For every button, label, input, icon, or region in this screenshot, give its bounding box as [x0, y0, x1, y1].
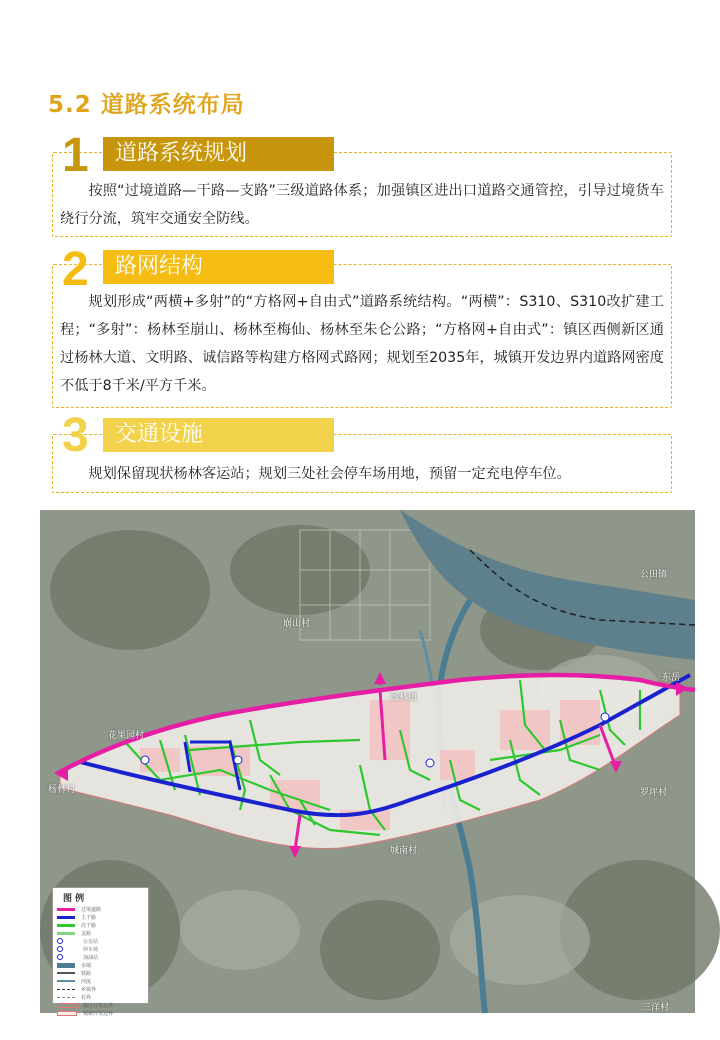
map-legend	[52, 887, 149, 1017]
legend-item: 铁路	[81, 970, 92, 977]
place-label-3: 花果园村	[108, 731, 145, 741]
legend-item: 过境道路	[81, 906, 102, 913]
legend-item: 次干路	[81, 922, 97, 929]
place-label-5: 杨林村	[48, 785, 76, 795]
legend-item: 乡镇界	[81, 986, 97, 993]
section-2-heading: 路网结构	[103, 250, 334, 284]
place-label-2: 东岳	[662, 673, 681, 683]
section-1-body: 按照“过境道路—干路—支路”三级道路体系；加强镇区进出口道路交通管控，引导过境货车绕行分流，筑牢交通安全防线。	[60, 183, 664, 227]
legend-item: 镇区开发边界	[83, 1002, 114, 1009]
place-label-6: 城南村	[390, 846, 418, 856]
section-1-heading: 道路系统规划	[103, 137, 334, 171]
section-3-number: 3	[62, 409, 89, 462]
section-2-body: 规划形成“两横+多射”的“方格网+自由式”道路系统结构。“两横”：S310、S310改扩建工程；“多射”：杨林至崩山、杨林至梅仙、杨林至朱仑公路；“方格网+自由式”：镇区西侧新区通过杨林大道、文明路、诚信路等构建方格网式路网；规划至2035年，城镇开发边界内道路网密度不低于8千米/平方千米。	[60, 294, 664, 394]
section-3-body: 规划保留现状杨林客运站；规划三处社会停车场用地，预留一定充电停车位。	[88, 466, 571, 482]
legend-item: 停车场	[83, 946, 99, 953]
place-label-7: 三洋村	[642, 1003, 670, 1013]
legend-item: 河流	[81, 978, 92, 985]
legend-item: 加油站	[83, 954, 99, 961]
legend-item: 村界	[81, 994, 92, 1001]
page-title: 5.2 道路系统布局	[48, 92, 245, 118]
legend-item: 公交站	[83, 938, 99, 945]
legend-title: 图 例	[63, 894, 85, 904]
place-label-8: 罗坪村	[640, 788, 668, 798]
legend-item: 水域	[81, 962, 92, 969]
section-3-heading: 交通设施	[103, 418, 334, 452]
place-label-4: 杨林镇	[390, 693, 418, 703]
legend-item: 城镇开发边界	[83, 1010, 114, 1017]
legend-item: 支路	[81, 930, 92, 937]
place-label-1: 崩山村	[283, 619, 311, 629]
road-plan-map	[40, 510, 695, 1017]
place-label-gongtian: 公田镇	[640, 570, 668, 580]
legend-item: 主干路	[81, 914, 97, 921]
section-2-number: 2	[62, 243, 89, 296]
section-1-number: 1	[62, 129, 89, 182]
